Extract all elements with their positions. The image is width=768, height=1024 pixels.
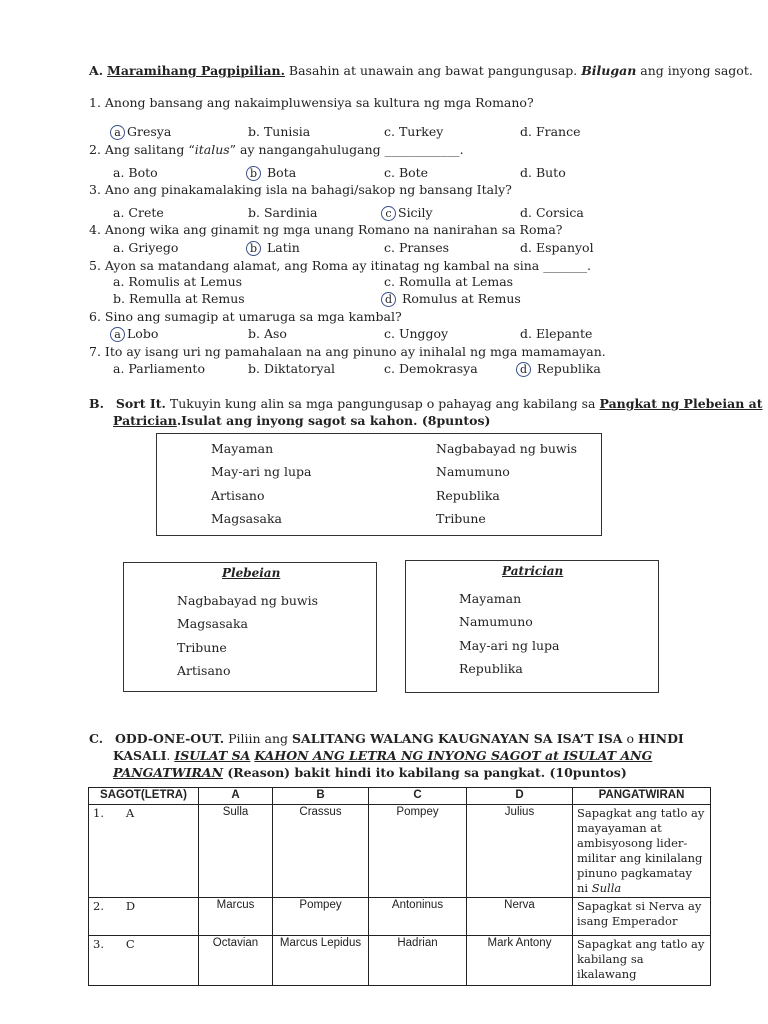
q3-choice-b[interactable]: b. Sardinia <box>248 205 318 220</box>
section-b-label: B. <box>89 396 104 411</box>
section-c-sep: . <box>166 748 175 763</box>
section-a-instruction-end: ang inyong sagot. <box>636 63 753 78</box>
q6-choice-a[interactable] <box>110 326 158 342</box>
patrician-item: Namumuno <box>459 614 533 630</box>
section-b-instruction-2: .Isulat ang inyong sagot sa kahon. (8puntos) <box>176 413 491 428</box>
table-header: SAGOT(LETRA) <box>89 788 199 805</box>
table-cell: Crassus <box>273 805 369 898</box>
table-cell: Octavian <box>199 936 273 986</box>
q4-choice-b-text: Latin <box>266 240 300 255</box>
q5-choice-a[interactable]: a. Romulis at Lemus <box>113 274 243 289</box>
answer-circle: d <box>516 362 531 377</box>
q7-choice-c[interactable]: c. Demokrasya <box>384 361 478 376</box>
table-cell: Antoninus <box>369 898 467 936</box>
section-c-conj: o <box>622 731 638 746</box>
q2-choice-b-text: Bota <box>266 165 297 180</box>
answer-circle: a <box>110 125 125 140</box>
section-c-emphasis-2: HINDI <box>637 731 684 746</box>
patrician-item: May-ari ng lupa <box>459 637 560 653</box>
plebeian-item: Artisano <box>177 662 231 678</box>
table-cell: Sulla <box>199 805 273 898</box>
q2-choice-c[interactable]: c. Bote <box>384 165 429 180</box>
word-bank-item: Republika <box>436 487 500 503</box>
section-c-pangatwiran: PANGATWIRAN <box>113 765 224 780</box>
section-c-heading <box>89 731 684 746</box>
section-a-emphasis: Bilugan <box>581 63 637 78</box>
q2-choice-a[interactable]: a. Boto <box>113 165 158 180</box>
table-header-row <box>89 788 711 805</box>
q5-choice-b[interactable]: b. Remulla at Remus <box>113 291 245 306</box>
table-cell: Marcus Lepidus <box>273 936 369 986</box>
patrician-item: Republika <box>459 660 523 676</box>
q4-choice-b[interactable] <box>246 240 300 256</box>
answer-cell[interactable] <box>89 936 199 986</box>
q4-choice-d[interactable]: d. Espanyol <box>520 240 594 255</box>
section-c-title: ODD-ONE-OUT. <box>115 731 225 746</box>
answer-circle: b <box>246 241 261 256</box>
q2-term: italus <box>194 142 230 157</box>
section-c-underline-2: KAHON ANG LETRA NG INYONG SAGOT at ISULAT ANG <box>254 748 653 763</box>
question-3: 3. Ano ang pinakamalaking isla na bahagi/sakop ng bansang Italy? <box>89 182 512 197</box>
section-b-group-b: Patrician <box>113 413 177 428</box>
answer-cell[interactable] <box>89 805 199 898</box>
table-header: A <box>199 788 273 805</box>
word-bank-item: Magsasaka <box>211 510 283 526</box>
section-b-instruction: Tukuyin kung alin sa mga pangungusap o pahayag ang kabilang sa <box>165 396 600 411</box>
q4-choice-c[interactable]: c. Pranses <box>384 240 450 255</box>
table-header: D <box>467 788 573 805</box>
section-b-heading <box>89 396 763 411</box>
question-1: 1. Anong bansang ang nakaimpluwensiya sa kultura ng mga Romano? <box>89 95 534 110</box>
section-b-title: Sort It. <box>115 396 166 411</box>
answer-circle: c <box>381 206 396 221</box>
table-row <box>89 936 711 986</box>
q2-choice-b[interactable] <box>246 165 296 181</box>
q5-choice-d[interactable] <box>381 291 521 307</box>
q7-choice-d[interactable] <box>516 361 601 377</box>
q6-choice-b[interactable]: b. Aso <box>248 326 287 341</box>
section-a-label: A. <box>89 63 104 78</box>
q1-choice-d[interactable]: d. France <box>520 124 581 139</box>
table-cell: Pompey <box>273 898 369 936</box>
word-bank-item: May-ari ng lupa <box>211 464 312 480</box>
table-row <box>89 898 711 936</box>
answer-cell[interactable] <box>89 898 199 936</box>
reason-text: Sapagkat ang tatlo ay mayayaman at ambisyosong lider-militar ang kinilalang pinuno pagkamatay ni <box>577 806 705 895</box>
table-cell: Hadrian <box>369 936 467 986</box>
answer-circle: d <box>381 292 396 307</box>
q1-choice-b[interactable]: b. Tunisia <box>248 124 311 139</box>
q1-choice-a-text: Gresya <box>127 124 172 139</box>
reason-text-italic: Sulla <box>591 881 622 895</box>
question-7: 7. Ito ay isang uri ng pamahalaan na ang pinuno ay inihalal ng mga mamamayan. <box>89 344 606 359</box>
word-bank-item: Mayaman <box>211 441 274 456</box>
plebeian-list <box>177 589 318 682</box>
section-c-kasali: KASALI <box>113 748 167 763</box>
word-bank-item: Namumuno <box>436 464 510 480</box>
patrician-item: Mayaman <box>459 591 522 606</box>
q3-choice-c-text: Sicily <box>398 205 433 220</box>
reason-text: Sapagkat si Nerva ay isang Emperador <box>577 899 702 928</box>
q7-choice-b[interactable]: b. Diktatoryal <box>248 361 336 376</box>
question-6: 6. Sino ang sumagip at umaruga sa mga kambal? <box>89 309 402 324</box>
plebeian-title: Plebeian <box>222 566 281 580</box>
reason-cell[interactable] <box>573 805 711 898</box>
reason-text: Sapagkat ang tatlo ay kabilang sa ikalawang <box>577 937 705 981</box>
section-a-heading <box>89 63 753 78</box>
q6-choice-c[interactable]: c. Unggoy <box>384 326 449 341</box>
answer-circle: a <box>110 327 125 342</box>
row-number: 2. <box>93 899 104 913</box>
q2-choice-d[interactable]: d. Buto <box>520 165 566 180</box>
section-c-instruction: Piliin ang <box>224 731 292 746</box>
q3-choice-a[interactable]: a. Crete <box>113 205 164 220</box>
reason-cell[interactable] <box>573 898 711 936</box>
q1-choice-a[interactable] <box>110 124 171 140</box>
q5-choice-c[interactable]: c. Romulla at Lemas <box>384 274 514 289</box>
row-answer: D <box>125 899 136 913</box>
odd-one-out-table <box>88 787 711 986</box>
reason-cell[interactable] <box>573 936 711 986</box>
section-b-heading-line2 <box>113 413 490 428</box>
section-c-heading-line3 <box>113 765 627 780</box>
question-2 <box>89 142 464 157</box>
table-header: PANGATWIRAN <box>573 788 711 805</box>
table-header: B <box>273 788 369 805</box>
question-5: 5. Ayon sa matandang alamat, ang Roma ay itinatag ng kambal na sina _______. <box>89 258 591 273</box>
word-bank-left <box>211 437 311 530</box>
table-cell: Julius <box>467 805 573 898</box>
row-number: 1. <box>93 806 104 820</box>
q2-text-post: ” ay nangangahulugang ____________. <box>229 142 464 157</box>
section-a-title: Maramihang Pagpipilian. <box>107 63 285 78</box>
plebeian-item: Tribune <box>177 639 227 655</box>
section-c-heading-line2 <box>113 748 652 763</box>
section-c-underline-1: ISULAT SA <box>174 748 251 763</box>
table-cell: Marcus <box>199 898 273 936</box>
word-bank-item: Nagbabayad ng buwis <box>436 441 577 456</box>
q2-text-pre: 2. Ang salitang “ <box>89 142 195 157</box>
section-b-group: Pangkat ng Plebeian at <box>599 396 763 411</box>
section-c-instruction-3: (Reason) bakit hindi ito kabilang sa pangkat. (10puntos) <box>223 765 627 780</box>
table-header: C <box>369 788 467 805</box>
plebeian-item: Nagbabayad ng buwis <box>177 593 318 608</box>
word-bank-right <box>436 437 577 530</box>
patrician-title: Patrician <box>502 564 564 578</box>
table-cell: Pompey <box>369 805 467 898</box>
question-4: 4. Anong wika ang ginamit ng mga unang Romano na nanirahan sa Roma? <box>89 222 563 237</box>
word-bank-item: Tribune <box>436 510 486 526</box>
table-cell: Mark Antony <box>467 936 573 986</box>
plebeian-item: Magsasaka <box>177 616 249 632</box>
q7-choice-d-text: Republika <box>536 361 601 376</box>
patrician-list <box>459 587 559 680</box>
q4-choice-a[interactable]: a. Griyego <box>113 240 179 255</box>
q7-choice-a[interactable]: a. Parliamento <box>113 361 205 376</box>
q6-choice-a-text: Lobo <box>127 326 159 341</box>
q3-choice-d[interactable]: d. Corsica <box>520 205 584 220</box>
section-c-label: C. <box>89 731 104 746</box>
table-row <box>89 805 711 898</box>
q5-choice-d-text: Romulus at Remus <box>401 291 521 306</box>
section-c-emphasis: SALITANG WALANG KAUGNAYAN SA ISA’T ISA <box>292 731 623 746</box>
table-cell: Nerva <box>467 898 573 936</box>
row-answer: C <box>125 937 135 951</box>
row-number: 3. <box>93 937 104 951</box>
section-a-instruction: Basahin at unawain ang bawat pangungusap. <box>284 63 582 78</box>
row-answer: A <box>125 806 135 820</box>
q1-choice-c[interactable]: c. Turkey <box>384 124 444 139</box>
word-bank-item: Artisano <box>211 487 265 503</box>
q3-choice-c[interactable] <box>381 205 433 221</box>
answer-circle: b <box>246 166 261 181</box>
q6-choice-d[interactable]: d. Elepante <box>520 326 593 341</box>
